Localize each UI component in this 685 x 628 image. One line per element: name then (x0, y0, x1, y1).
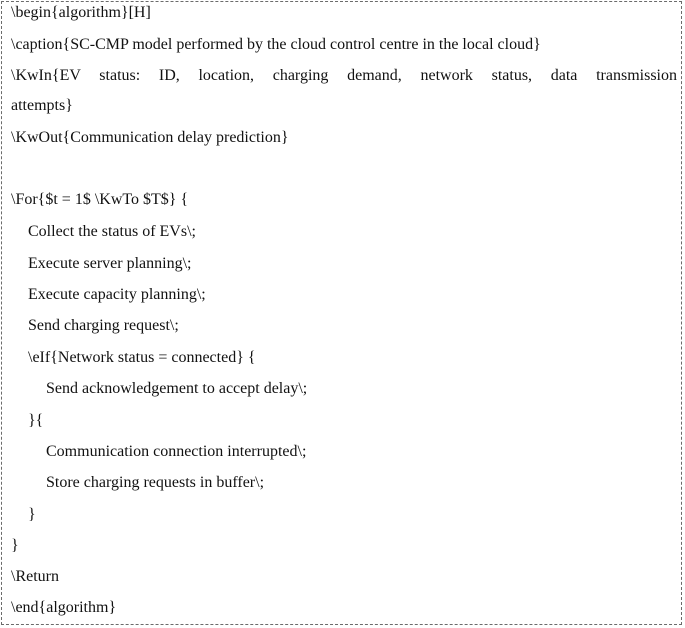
kwin-line: \KwIn{EV status: ID, location, charging demand, network status, data transmission (11, 67, 677, 84)
connection-interrupted-line: Communication connection interrupted\; (46, 443, 307, 460)
else-brace-line: }{ (28, 412, 44, 429)
send-ack-line: Send acknowledgement to accept delay\; (46, 380, 308, 397)
server-planning-line: Execute server planning\; (28, 255, 192, 272)
for-loop-line: \For{$t = 1$ \KwTo $T$} { (11, 191, 189, 208)
close-eif-brace-line: } (28, 506, 36, 523)
close-for-brace-line: } (11, 537, 19, 554)
begin-algorithm-line: \begin{algorithm}[H] (11, 4, 151, 21)
kwout-line: \KwOut{Communication delay prediction} (11, 129, 289, 146)
end-algorithm-line: \end{algorithm} (11, 599, 117, 616)
eif-line: \eIf{Network status = connected} { (28, 349, 256, 366)
charging-request-line: Send charging request\; (28, 317, 179, 334)
algorithm-frame (1, 1, 682, 625)
collect-status-line: Collect the status of EVs\; (28, 223, 196, 240)
return-line: \Return (11, 568, 59, 585)
store-buffer-line: Store charging requests in buffer\; (46, 474, 265, 491)
kwin-continuation-line: attempts} (11, 97, 73, 114)
capacity-planning-line: Execute capacity planning\; (28, 286, 206, 303)
caption-line: \caption{SC-CMP model performed by the cloud control centre in the local cloud} (11, 36, 541, 53)
